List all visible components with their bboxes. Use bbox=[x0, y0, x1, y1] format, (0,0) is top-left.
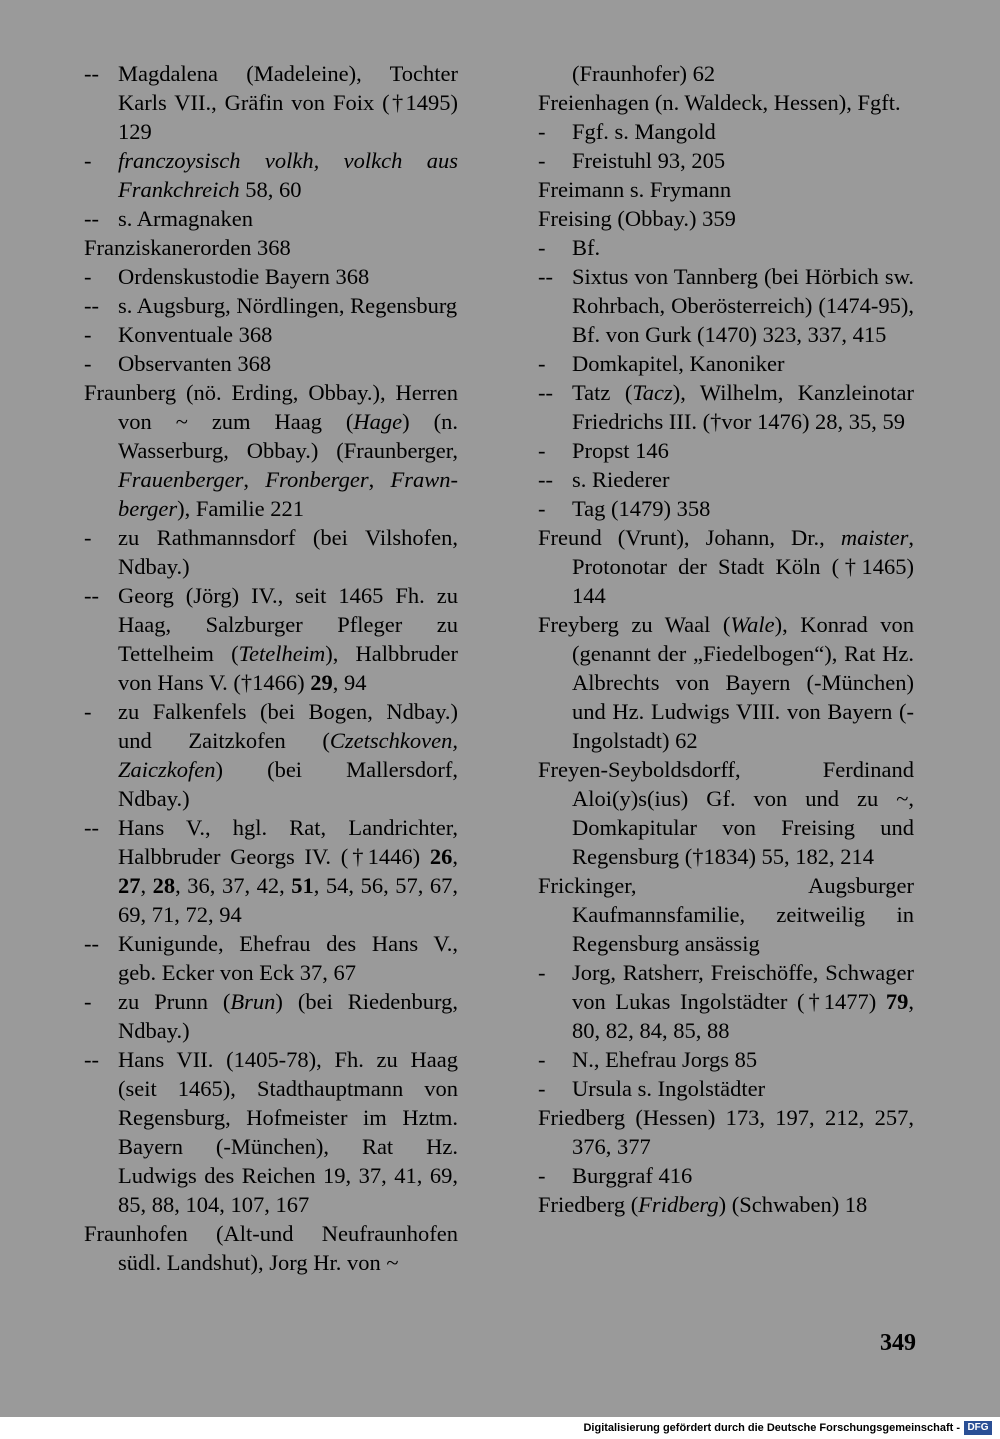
entry-text: , bbox=[243, 467, 266, 492]
entry-text: Fgf. s. Mangold bbox=[572, 119, 716, 144]
entry-marker: - bbox=[538, 235, 546, 260]
index-entry bbox=[84, 987, 458, 1045]
index-entry bbox=[538, 146, 914, 175]
entry-text: Frawn-berger bbox=[118, 467, 458, 521]
entry-marker: -- bbox=[538, 380, 553, 405]
index-entry bbox=[538, 262, 914, 349]
index-entry bbox=[538, 59, 914, 88]
entry-text: , bbox=[452, 844, 458, 869]
entry-text: ), Konrad von (genannt der „Fiedelbogen“), Rat Hz. Albrechts von Bayern (-München) und Hz. Ludwigs VIII. von Bayern (-Ingolstadt) 62 bbox=[572, 612, 914, 753]
entry-text: Freyen-Seyboldsdorff, Ferdinand Aloi(y)s(ius) Gf. von und zu ~, Domkapitular von Freising und Regensburg (†1834) 55, 182, 214 bbox=[538, 757, 914, 869]
index-column-left bbox=[84, 59, 458, 1277]
entry-marker: - bbox=[538, 960, 546, 985]
entry-text: Georg (Jörg) IV., seit 1465 Fh. zu Haag, Salzburger Pfleger zu Tettelheim ( bbox=[118, 583, 458, 666]
entry-marker: - bbox=[538, 496, 546, 521]
entry-text: zu Rathmannsdorf (bei Vilshofen, Ndbay.) bbox=[118, 525, 458, 579]
index-entry bbox=[538, 465, 914, 494]
entry-text: ) (bei Riedenburg, Ndbay.) bbox=[118, 989, 458, 1043]
entry-marker: - bbox=[84, 148, 92, 173]
entry-text: Magdalena (Madeleine), Tochter Karls VII., Gräfin von Foix (†1495) 129 bbox=[118, 61, 458, 144]
entry-text: Freienhagen (n. Waldeck, Hessen), Fgft. bbox=[538, 90, 901, 115]
entry-text: Tatz ( bbox=[572, 380, 633, 405]
index-entry bbox=[538, 610, 914, 755]
entry-text: Konventuale 368 bbox=[118, 322, 273, 347]
entry-text: Frauenberger bbox=[118, 467, 244, 492]
entry-text: Czetschkoven, Zaiczkofen bbox=[118, 728, 458, 782]
entry-text: 27 bbox=[118, 873, 141, 898]
entry-text: Observanten 368 bbox=[118, 351, 272, 376]
entry-text: ), Familie 221 bbox=[177, 496, 305, 521]
index-entry bbox=[538, 117, 914, 146]
entry-text: 51 bbox=[291, 873, 314, 898]
entry-text: maister bbox=[840, 525, 909, 550]
entry-text: Fronberger bbox=[265, 467, 369, 492]
entry-text: Tacz bbox=[632, 380, 673, 405]
entry-marker: - bbox=[84, 699, 92, 724]
entry-text: , 54, 56, 57, 67, 69, 71, 72, 94 bbox=[118, 873, 459, 927]
entry-marker: - bbox=[538, 148, 546, 173]
entry-marker: - bbox=[84, 525, 92, 550]
index-entry bbox=[538, 494, 914, 523]
entry-text: Wale bbox=[730, 612, 775, 637]
dfg-logo-icon: DFG bbox=[964, 1421, 992, 1435]
index-entry bbox=[538, 436, 914, 465]
entry-text: , 36, 37, 42, bbox=[175, 873, 292, 898]
entry-text: Fraunberg (nö. Erding, Obbay.), Herren von ~ zum Haag ( bbox=[84, 380, 458, 434]
index-column-right bbox=[538, 59, 914, 1219]
entry-text: s. Augsburg, Nördlingen, Regensburg bbox=[118, 293, 458, 318]
entry-text: Tetelheim bbox=[238, 641, 326, 666]
entry-marker: -- bbox=[84, 815, 99, 840]
entry-text: Burggraf 416 bbox=[572, 1163, 693, 1188]
entry-marker: - bbox=[84, 264, 92, 289]
entry-text: Propst 146 bbox=[572, 438, 669, 463]
entry-text: zu Falkenfels (bei Bogen, Ndbay.) und Zaitzkofen ( bbox=[118, 699, 458, 753]
entry-text: Ordenskustodie Bayern 368 bbox=[118, 264, 370, 289]
index-entry bbox=[538, 1103, 914, 1161]
entry-text: , bbox=[140, 873, 153, 898]
entry-marker: -- bbox=[84, 931, 99, 956]
index-entry bbox=[538, 175, 914, 204]
index-entry bbox=[538, 233, 914, 262]
index-entry bbox=[84, 233, 458, 262]
index-entry bbox=[84, 581, 458, 697]
entry-text: 58, 60 bbox=[239, 177, 302, 202]
entry-text: Fridberg bbox=[638, 1192, 719, 1217]
page-number: 349 bbox=[880, 1330, 916, 1356]
entry-marker: - bbox=[538, 1047, 546, 1072]
entry-text: ), Halbbruder von Hans V. (†1466) bbox=[118, 641, 458, 695]
entry-marker: - bbox=[538, 1076, 546, 1101]
index-entry bbox=[84, 929, 458, 987]
entry-text: Freund (Vrunt), Johann, Dr., bbox=[538, 525, 841, 550]
entry-marker: -- bbox=[84, 61, 99, 86]
entry-text: Tag (1479) 358 bbox=[572, 496, 711, 521]
index-entry bbox=[84, 291, 458, 320]
entry-text: Brun bbox=[230, 989, 276, 1014]
entry-text: ) (Schwaben) 18 bbox=[718, 1192, 868, 1217]
index-entry bbox=[84, 204, 458, 233]
index-entry bbox=[538, 88, 914, 117]
entry-text: Frickinger, Augsburger Kaufmannsfamilie, zeitweilig in Regensburg ansässig bbox=[538, 873, 914, 956]
entry-text: Sixtus von Tannberg (bei Hörbich sw. Rohrbach, Oberösterreich) (1474-95), Bf. von Gurk (1470) 323, 337, 415 bbox=[572, 264, 914, 347]
index-entry bbox=[84, 262, 458, 291]
entry-text: 79 bbox=[885, 989, 909, 1014]
index-entry bbox=[84, 523, 458, 581]
entry-text: Freyberg zu Waal ( bbox=[538, 612, 731, 637]
entry-text: Domkapitel, Kanoniker bbox=[572, 351, 785, 376]
index-entry bbox=[84, 813, 458, 929]
entry-text: 28 bbox=[152, 873, 176, 898]
index-entry bbox=[538, 1074, 914, 1103]
entry-marker: -- bbox=[84, 293, 99, 318]
entry-text: Freistuhl 93, 205 bbox=[572, 148, 726, 173]
entry-text: , Protonotar der Stadt Köln (†1465) 144 bbox=[572, 525, 914, 608]
index-entry bbox=[84, 378, 458, 523]
entry-text: 26 bbox=[429, 844, 453, 869]
entry-marker: -- bbox=[538, 264, 553, 289]
index-entry bbox=[538, 523, 914, 610]
entry-text: Friedberg ( bbox=[538, 1192, 639, 1217]
entry-text: ), Wilhelm, Kanzleinotar Friedrichs III. (†vor 1476) 28, 35, 59 bbox=[572, 380, 915, 434]
index-entry bbox=[84, 59, 458, 146]
entry-text: Freimann s. Frymann bbox=[538, 177, 732, 202]
entry-text: ) (n. Wasserburg, Obbay.) (Fraunberger, bbox=[118, 409, 458, 463]
index-entry bbox=[538, 755, 914, 871]
entry-text: , 94 bbox=[332, 670, 367, 695]
entry-text: zu Prunn ( bbox=[118, 989, 231, 1014]
index-entry bbox=[538, 871, 914, 958]
entry-text: , bbox=[368, 467, 391, 492]
entry-marker: - bbox=[84, 322, 92, 347]
entry-text: ) (bei Mallersdorf, Ndbay.) bbox=[118, 757, 458, 811]
entry-text: , 80, 82, 84, 85, 88 bbox=[572, 989, 914, 1043]
entry-text: Friedberg (Hessen) 173, 197, 212, 257, 376, 377 bbox=[538, 1105, 914, 1159]
entry-text: franczoysisch volkh, volkch aus Frankchreich bbox=[118, 148, 458, 202]
entry-text: (Fraunhofer) 62 bbox=[572, 61, 716, 86]
index-entry bbox=[84, 146, 458, 204]
index-entry bbox=[84, 1219, 458, 1277]
index-entry bbox=[538, 1190, 914, 1219]
entry-marker: -- bbox=[84, 583, 99, 608]
entry-marker: -- bbox=[538, 467, 553, 492]
entry-text: s. Riederer bbox=[572, 467, 670, 492]
entry-marker: - bbox=[84, 989, 92, 1014]
entry-marker: -- bbox=[84, 1047, 99, 1072]
entry-text: N., Ehefrau Jorgs 85 bbox=[572, 1047, 758, 1072]
entry-text: Hans V., hgl. Rat, Landrichter, Halbbruder Georgs IV. (†1446) bbox=[118, 815, 458, 869]
entry-marker: - bbox=[84, 351, 92, 376]
footer-bar bbox=[0, 1417, 1000, 1439]
entry-text: s. Armagnaken bbox=[118, 206, 253, 231]
index-entry bbox=[84, 320, 458, 349]
entry-text: Kunigunde, Ehefrau des Hans V., geb. Ecker von Eck 37, 67 bbox=[118, 931, 458, 985]
index-entry bbox=[538, 958, 914, 1045]
index-entry bbox=[84, 697, 458, 813]
entry-marker: - bbox=[538, 438, 546, 463]
index-entry bbox=[538, 349, 914, 378]
entry-text: Jorg, Ratsherr, Freischöffe, Schwager von Lukas Ingolstädter (†1477) bbox=[572, 960, 914, 1014]
entry-text: Freising (Obbay.) 359 bbox=[538, 206, 736, 231]
index-entry bbox=[538, 204, 914, 233]
footer-credit: Digitalisierung gefördert durch die Deutsche Forschungsgemeinschaft - bbox=[583, 1422, 960, 1434]
entry-text: Hans VII. (1405-78), Fh. zu Haag (seit 1465), Stadthauptmann von Regensburg, Hofmeister im Hztm. Bayern (-München), Rat Hz. Ludwigs des Reichen 19, 37, 41, 69, 85, 88, 104, 107, 167 bbox=[118, 1047, 458, 1217]
entry-marker: - bbox=[538, 119, 546, 144]
index-entry bbox=[538, 1045, 914, 1074]
index-entry bbox=[84, 1045, 458, 1219]
entry-text: 29 bbox=[310, 670, 333, 695]
entry-text: Bf. bbox=[572, 235, 601, 260]
entry-marker: - bbox=[538, 351, 546, 376]
index-entry bbox=[538, 378, 914, 436]
index-entry bbox=[84, 349, 458, 378]
entry-marker: - bbox=[538, 1163, 546, 1188]
entry-text: Fraunhofen (Alt-und Neufraunhofen südl. Landshut), Jorg Hr. von ~ bbox=[84, 1221, 458, 1275]
entry-marker: -- bbox=[84, 206, 99, 231]
entry-text: Franziskanerorden 368 bbox=[84, 235, 291, 260]
entry-text: Hage bbox=[353, 409, 403, 434]
index-entry bbox=[538, 1161, 914, 1190]
entry-text: Ursula s. Ingolstädter bbox=[572, 1076, 766, 1101]
